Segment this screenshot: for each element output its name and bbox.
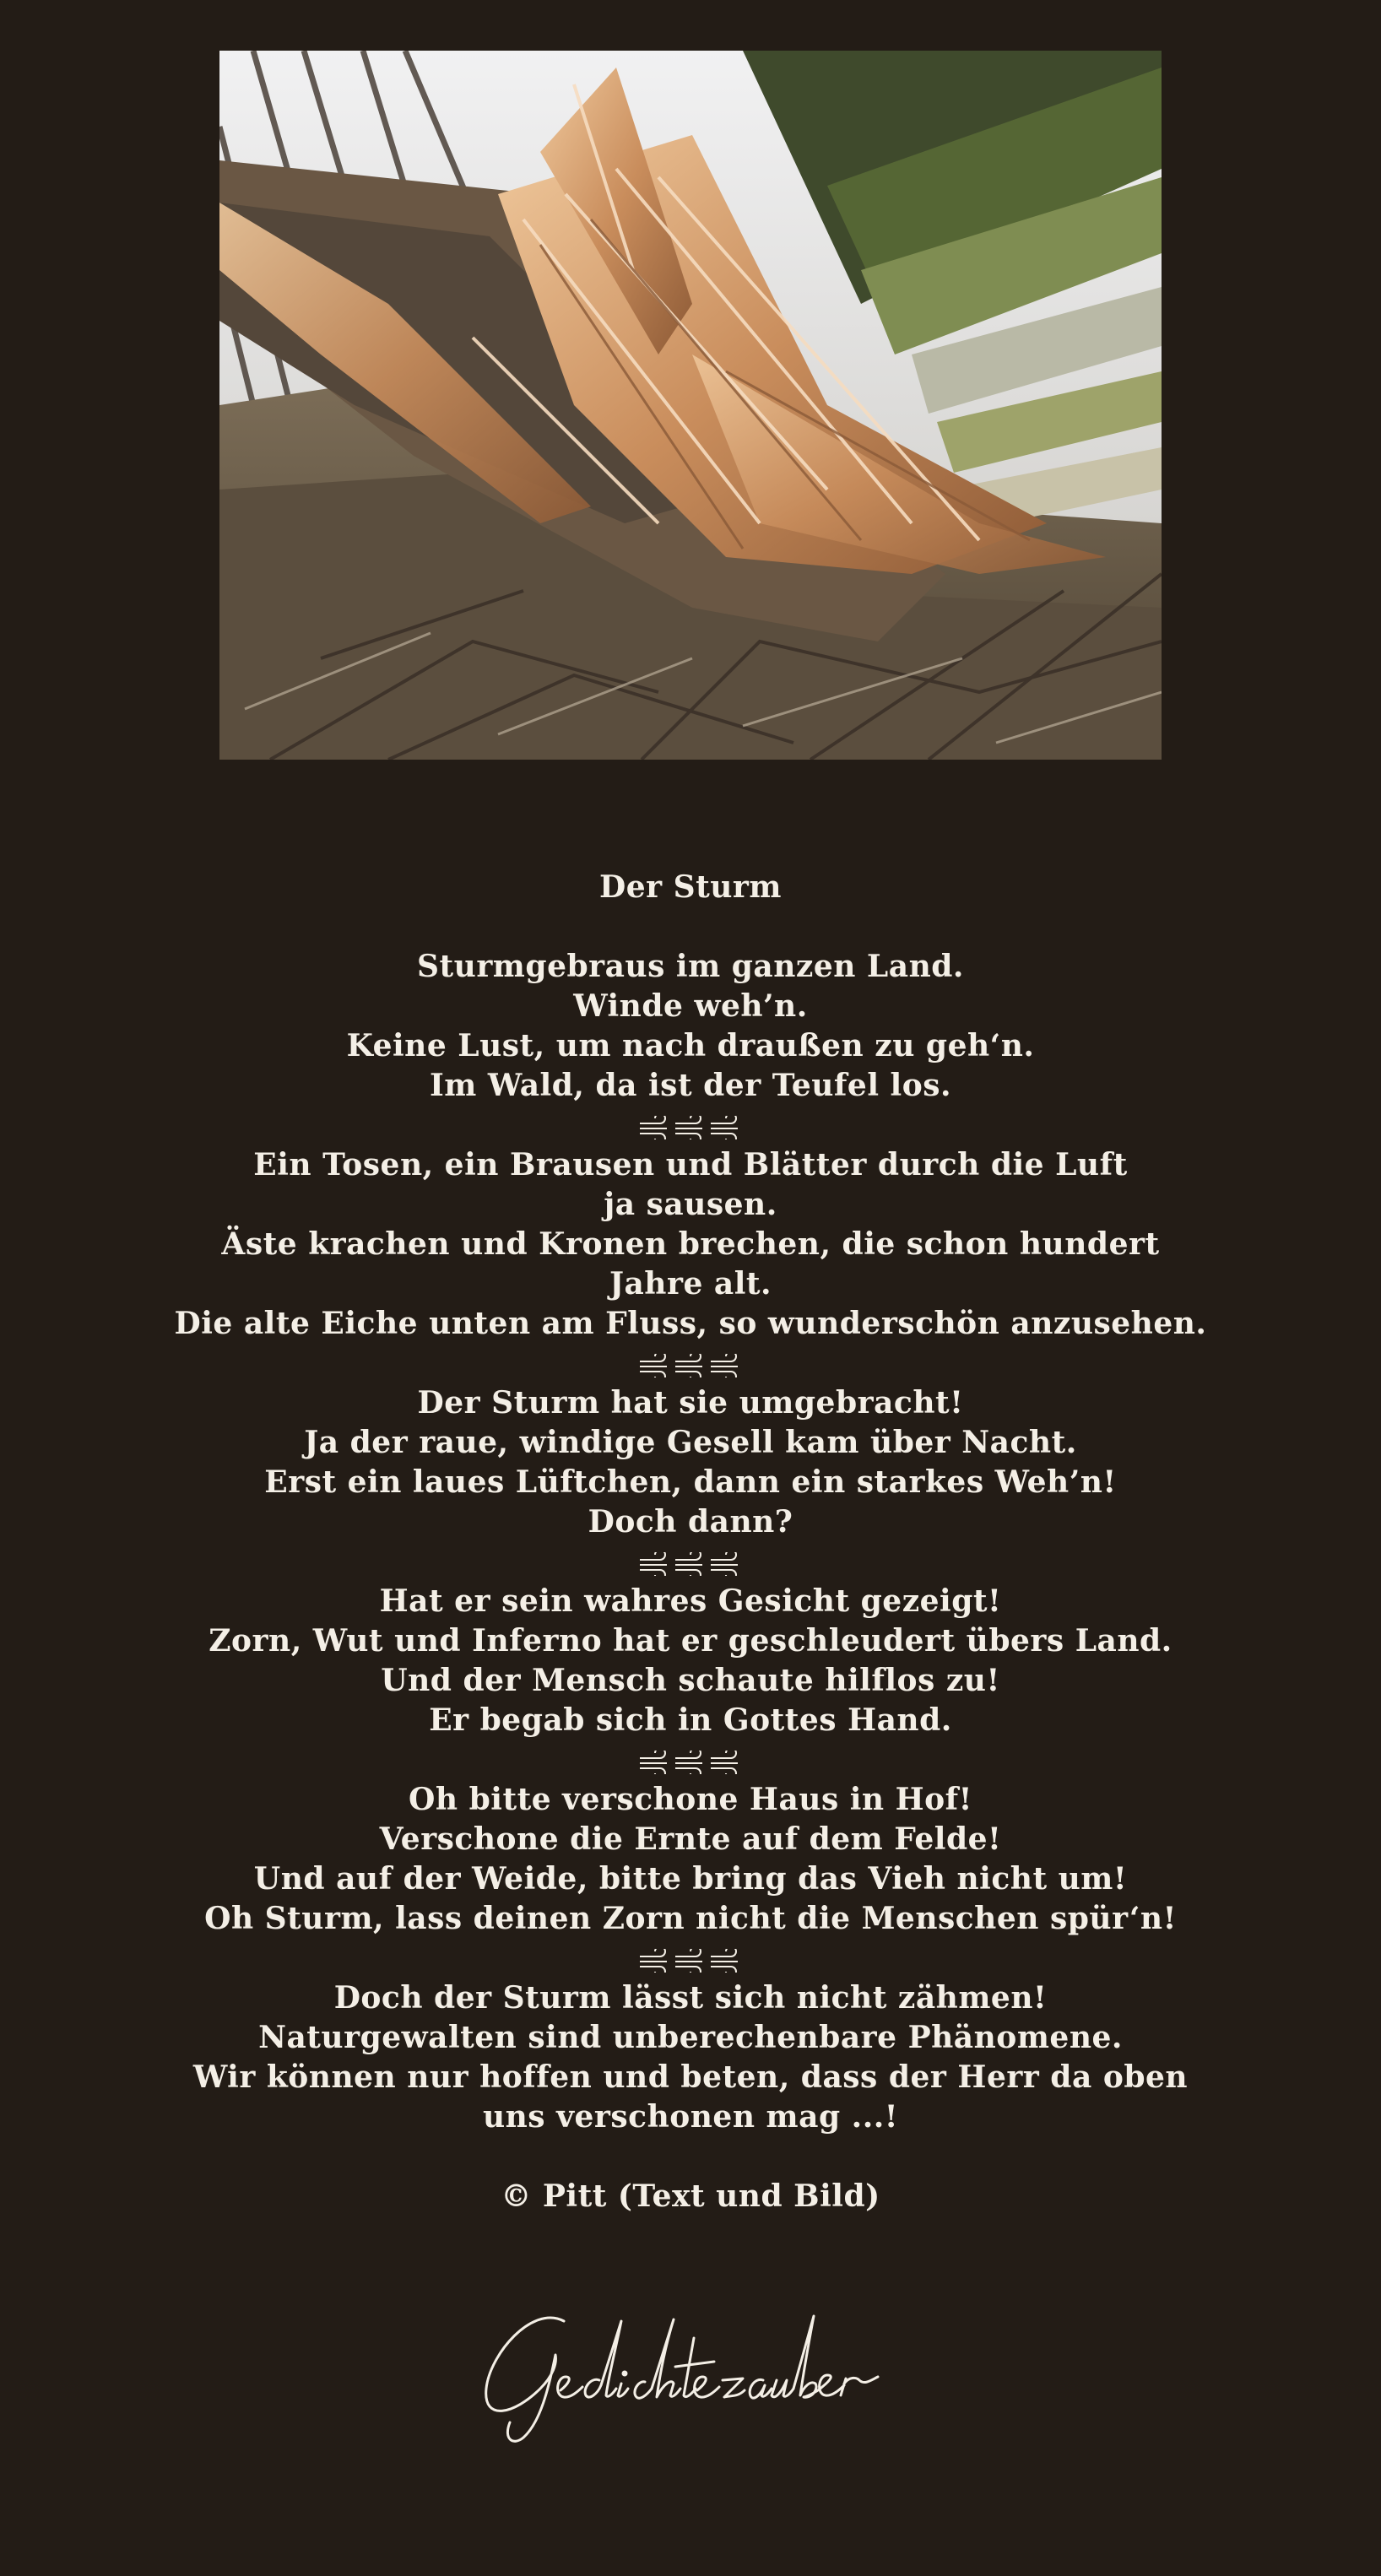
wind-icons <box>0 1106 1381 1145</box>
poem-line: Keine Lust, um nach draußen zu geh‘n. <box>346 1028 1035 1063</box>
poem-line: Sturmgebraus im ganzen Land. <box>417 949 964 984</box>
wind-icons <box>0 1939 1381 1978</box>
poem-line: Der Sturm hat sie umgebracht! <box>417 1385 964 1421</box>
poem-line: Oh bitte verschone Haus in Hof! <box>409 1782 972 1817</box>
poem-line: Ein Tosen, ein Brausen und Blätter durch die Luft <box>253 1147 1128 1182</box>
blank-line <box>0 907 1381 947</box>
poem-line: Oh Sturm, lass deinen Zorn nicht die Menschen spür‘n! <box>204 1901 1177 1936</box>
poem <box>0 868 1381 2216</box>
storm-tree-photo <box>219 51 1162 760</box>
poem-line: Und auf der Weide, bitte bring das Vieh nicht um! <box>253 1861 1128 1897</box>
poem-line: ja sausen. <box>604 1187 777 1222</box>
blank-line <box>0 2137 1381 2177</box>
poem-line: Zorn, Wut und Inferno hat er geschleudert übers Land. <box>209 1623 1172 1659</box>
wind-icons <box>0 1344 1381 1383</box>
poem-title: Der Sturm <box>599 869 782 905</box>
poem-line: Ja der raue, windige Gesell kam über Nacht. <box>304 1425 1077 1460</box>
poem-line: Doch der Sturm lässt sich nicht zähmen! <box>333 1980 1048 2016</box>
broken-tree-image <box>219 51 1162 760</box>
poem-line: Naturgewalten sind unberechenbare Phänomene. <box>258 2020 1123 2055</box>
poem-line: Hat er sein wahres Gesicht gezeigt! <box>379 1583 1002 1619</box>
poem-line: Winde weh’n. <box>573 988 808 1024</box>
poem-line: Er begab sich in Gottes Hand. <box>429 1702 952 1738</box>
poem-line: Jahre alt. <box>609 1266 772 1302</box>
poem-line: Erst ein laues Lüftchen, dann ein starkes Weh’n! <box>264 1464 1117 1500</box>
wind-icons <box>0 1740 1381 1780</box>
poem-line: Und der Mensch schaute hilflos zu! <box>381 1663 1000 1698</box>
copyright: © Pitt (Text und Bild) <box>501 2178 880 2214</box>
poem-line: Die alte Eiche unten am Fluss, so wunderschön anzusehen. <box>174 1306 1207 1341</box>
poem-line: Wir können nur hoffen und beten, dass der Herr da oben <box>192 2059 1189 2095</box>
poem-line: Verschone die Ernte auf dem Felde! <box>379 1821 1002 1857</box>
wind-icons <box>0 1542 1381 1582</box>
poem-line: uns verschonen mag ...! <box>482 2099 899 2135</box>
gedichtezauber-signature-logo <box>473 2296 912 2448</box>
poem-line: Doch dann? <box>588 1504 793 1540</box>
poem-line: Im Wald, da ist der Teufel los. <box>429 1068 952 1103</box>
poem-line: Äste krachen und Kronen brechen, die schon hundert <box>221 1226 1160 1262</box>
